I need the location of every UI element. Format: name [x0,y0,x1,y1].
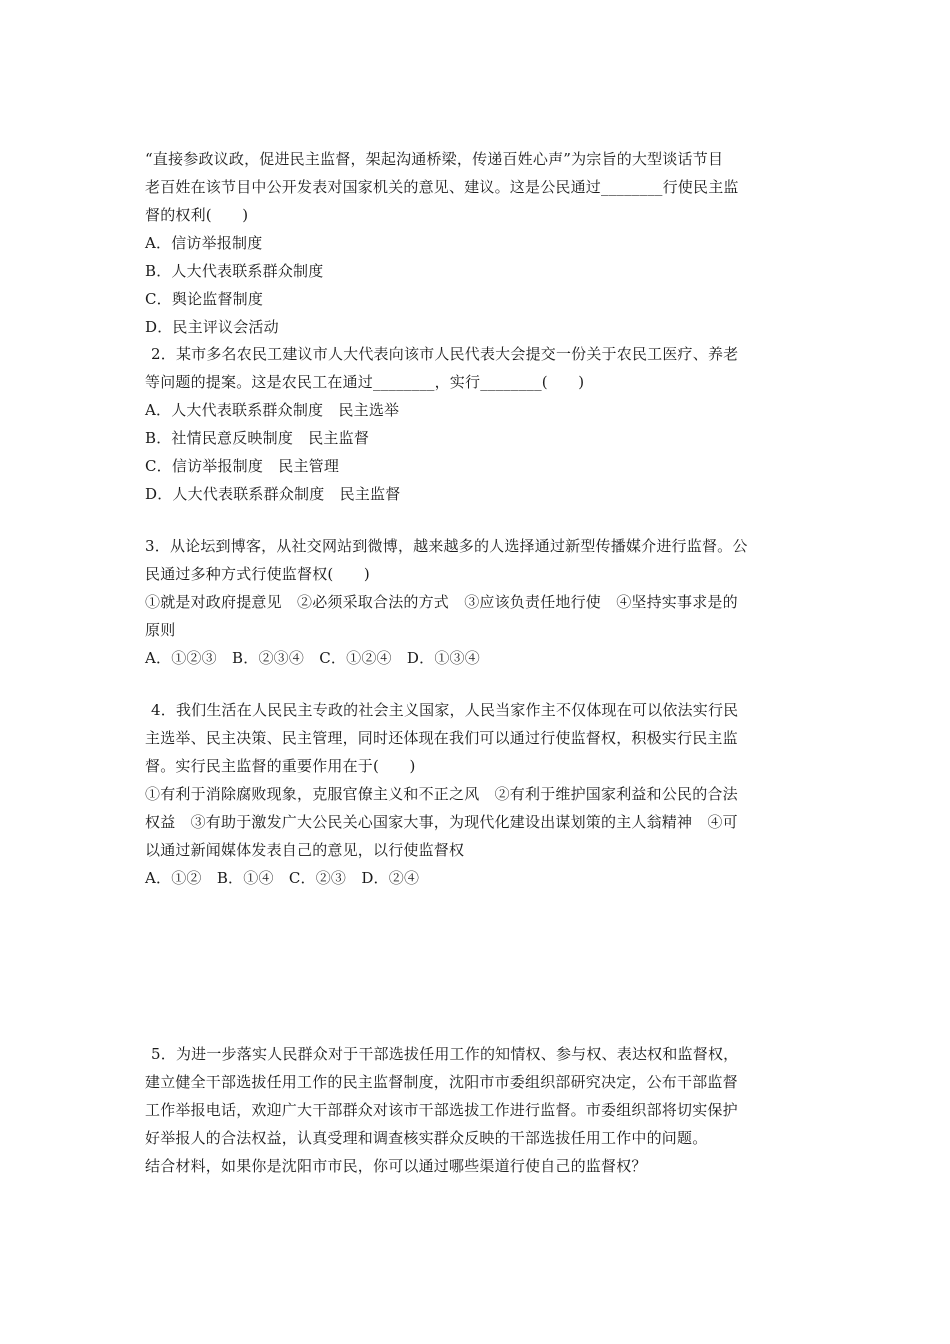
question-3-options: A．①②③ B．②③④ C．①②④ D．①③④ [145,649,480,667]
question-5-line-5: 结合材料，如果你是沈阳市市民，你可以通过哪些渠道行使自己的监督权？ [145,1157,647,1175]
question-2-line-1: 2．某市多名农民工建议市人大代表向该市人民代表大会提交一份关于农民工医疗、养老 [151,345,739,363]
question-2-option-b: B．社情民意反映制度 民主监督 [145,429,370,447]
question-5 [145,1040,738,1180]
question-3-line-2: 民通过多种方式行使监督权( ) [145,565,370,583]
question-1 [145,145,739,341]
question-3-line-1: 3．从论坛到博客，从社交网站到微博，越来越多的人选择通过新型传播媒介进行监督。公 [145,537,748,555]
question-4-options: A．①② B．①④ C．②③ D．②④ [145,869,420,887]
question-5-line-3: 工作举报电话，欢迎广大干部群众对该市干部选拔工作进行监督。市委组织部将切实保护 [145,1101,738,1119]
question-1-line-2: 老百姓在该节目中公开发表对国家机关的意见、建议。这是公民通过________行使民主监 [145,178,739,196]
question-1-option-a: A．信访举报制度 [145,234,263,252]
question-3-line-3: ①就是对政府提意见 ②必须采取合法的方式 ③应该负责任地行使 ④坚持实事求是的 [145,593,738,611]
question-4-line-6: 以通过新闻媒体发表自己的意见，以行使监督权 [145,841,465,859]
question-1-option-d: D．民主评议会活动 [145,318,279,336]
question-4-line-3: 督。实行民主监督的重要作用在于( ) [145,757,416,775]
question-1-option-c: C．舆论监督制度 [145,290,264,308]
question-3-line-4: 原则 [145,621,176,639]
question-4 [145,696,738,892]
question-1-line-3: 督的权利( ) [145,206,249,224]
question-4-line-5: 权益 ③有助于激发广大公民关心国家大事，为现代化建设出谋划策的主人翁精神 ④可 [145,813,738,831]
question-5-line-2: 建立健全干部选拔任用工作的民主监督制度，沈阳市市委组织部研究决定，公布干部监督 [145,1073,738,1091]
question-5-line-1: 5．为进一步落实人民群众对于干部选拔任用工作的知情权、参与权、表达权和监督权， [151,1045,739,1063]
question-2-option-a: A．人大代表联系群众制度 民主选举 [145,401,400,419]
question-4-line-4: ①有利于消除腐败现象，克服官僚主义和不正之风 ②有利于维护国家利益和公民的合法 [145,785,738,803]
question-2-line-2: 等问题的提案。这是农民工在通过________，实行________( ) [145,373,585,391]
question-3 [145,532,748,672]
question-5-line-4: 好举报人的合法权益，认真受理和调查核实群众反映的干部选拔任用工作中的问题。 [145,1129,708,1147]
question-2-option-d: D．人大代表联系群众制度 民主监督 [145,485,401,503]
question-1-option-b: B．人大代表联系群众制度 [145,262,324,280]
question-4-line-2: 主选举、民主决策、民主管理，同时还体现在我们可以通过行使监督权，积极实行民主监 [145,729,738,747]
question-1-line-1: “直接参政议政，促进民主监督，架起沟通桥梁，传递百姓心声”为宗旨的大型谈话节目 [145,150,724,168]
question-2-option-c: C．信访举报制度 民主管理 [145,457,340,475]
question-4-line-1: 4．我们生活在人民民主专政的社会主义国家，人民当家作主不仅体现在可以依法实行民 [151,701,739,719]
question-2 [145,340,738,508]
